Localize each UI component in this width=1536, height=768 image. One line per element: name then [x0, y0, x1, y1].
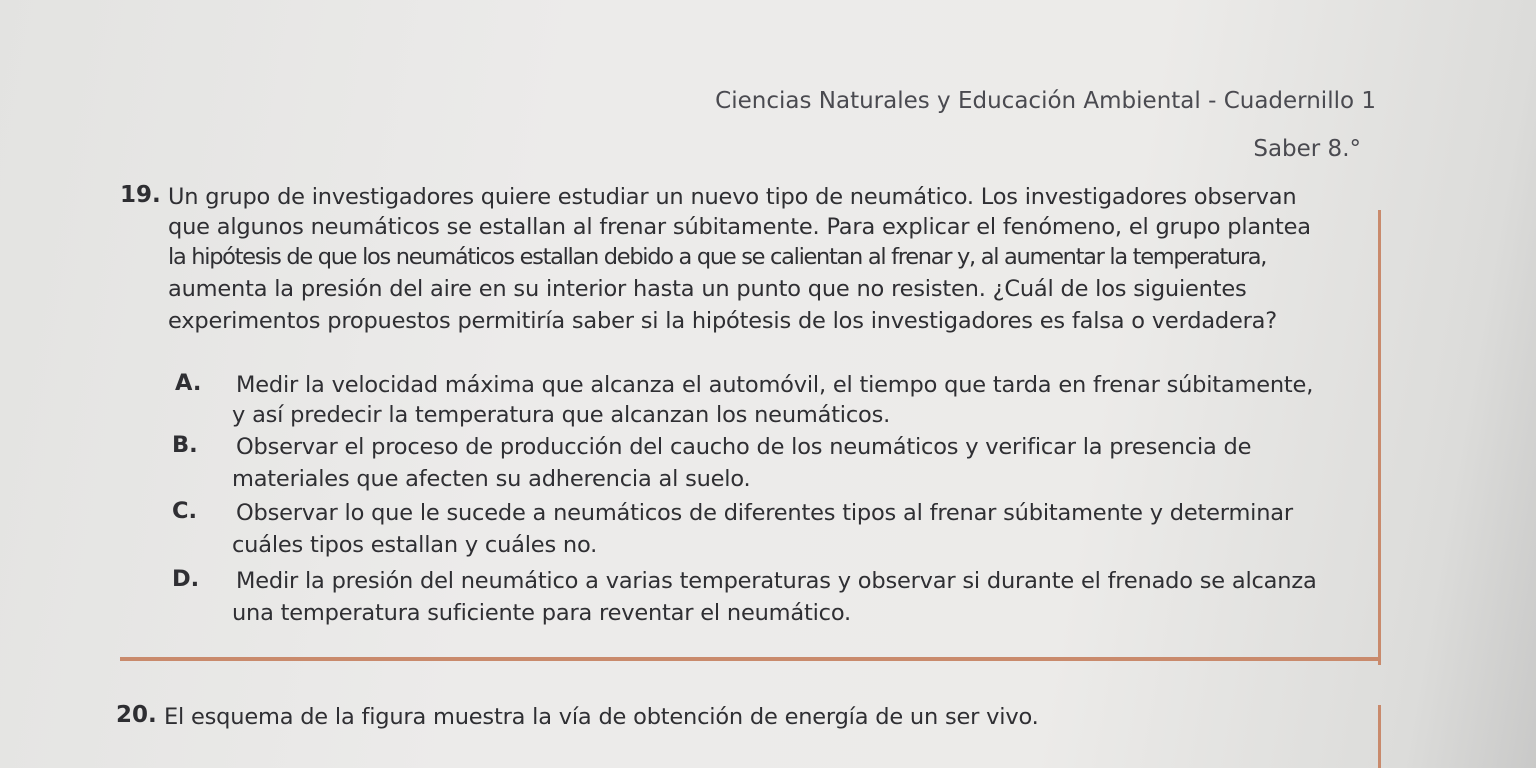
question-19-line: la hipótesis de que los neumáticos estallan debido a que se calientan al frenar y, al aumentar la temperatura,: [168, 244, 1267, 270]
next-box-right-border: [1378, 705, 1381, 768]
question-19-line: que algunos neumáticos se estallan al frenar súbitamente. Para explicar el fenómeno, el grupo plantea: [168, 214, 1311, 240]
grade-label: Saber 8.°: [1253, 136, 1361, 162]
question-19-line: experimentos propuestos permitiría saber si la hipótesis de los investigadores es falsa o verdadera?: [168, 308, 1278, 334]
question-19-line: Un grupo de investigadores quiere estudiar un nuevo tipo de neumático. Los investigadores observan: [168, 184, 1297, 210]
question-box-right-border: [1378, 210, 1381, 665]
question-20-text: El esquema de la figura muestra la vía de obtención de energía de un ser vivo.: [164, 704, 1039, 730]
option-b-letter: B.: [172, 432, 198, 458]
option-a-letter: A.: [175, 370, 202, 396]
option-c-letter: C.: [172, 498, 198, 524]
option-a-text: y así predecir la temperatura que alcanzan los neumáticos.: [232, 402, 891, 428]
option-c-text: cuáles tipos estallan y cuáles no.: [232, 532, 598, 558]
option-d-text: Medir la presión del neumático a varias temperaturas y observar si durante el frenado se alcanza: [236, 568, 1317, 594]
option-b-text: Observar el proceso de producción del caucho de los neumáticos y verificar la presencia de: [236, 434, 1252, 460]
question-19-number: 19.: [120, 182, 161, 208]
option-d-letter: D.: [172, 566, 200, 592]
option-b-text: materiales que afecten su adherencia al suelo.: [232, 466, 751, 492]
question-box-bottom-border: [120, 657, 1381, 661]
question-20-number: 20.: [116, 702, 157, 728]
option-a-text: Medir la velocidad máxima que alcanza el automóvil, el tiempo que tarda en frenar súbitamente,: [236, 372, 1314, 398]
question-19-line: aumenta la presión del aire en su interior hasta un punto que no resisten. ¿Cuál de los siguientes: [168, 276, 1247, 302]
booklet-title: Ciencias Naturales y Educación Ambiental - Cuadernillo 1: [715, 88, 1376, 114]
option-c-text: Observar lo que le sucede a neumáticos de diferentes tipos al frenar súbitamente y determinar: [236, 500, 1293, 526]
option-d-text: una temperatura suficiente para reventar el neumático.: [232, 600, 851, 626]
